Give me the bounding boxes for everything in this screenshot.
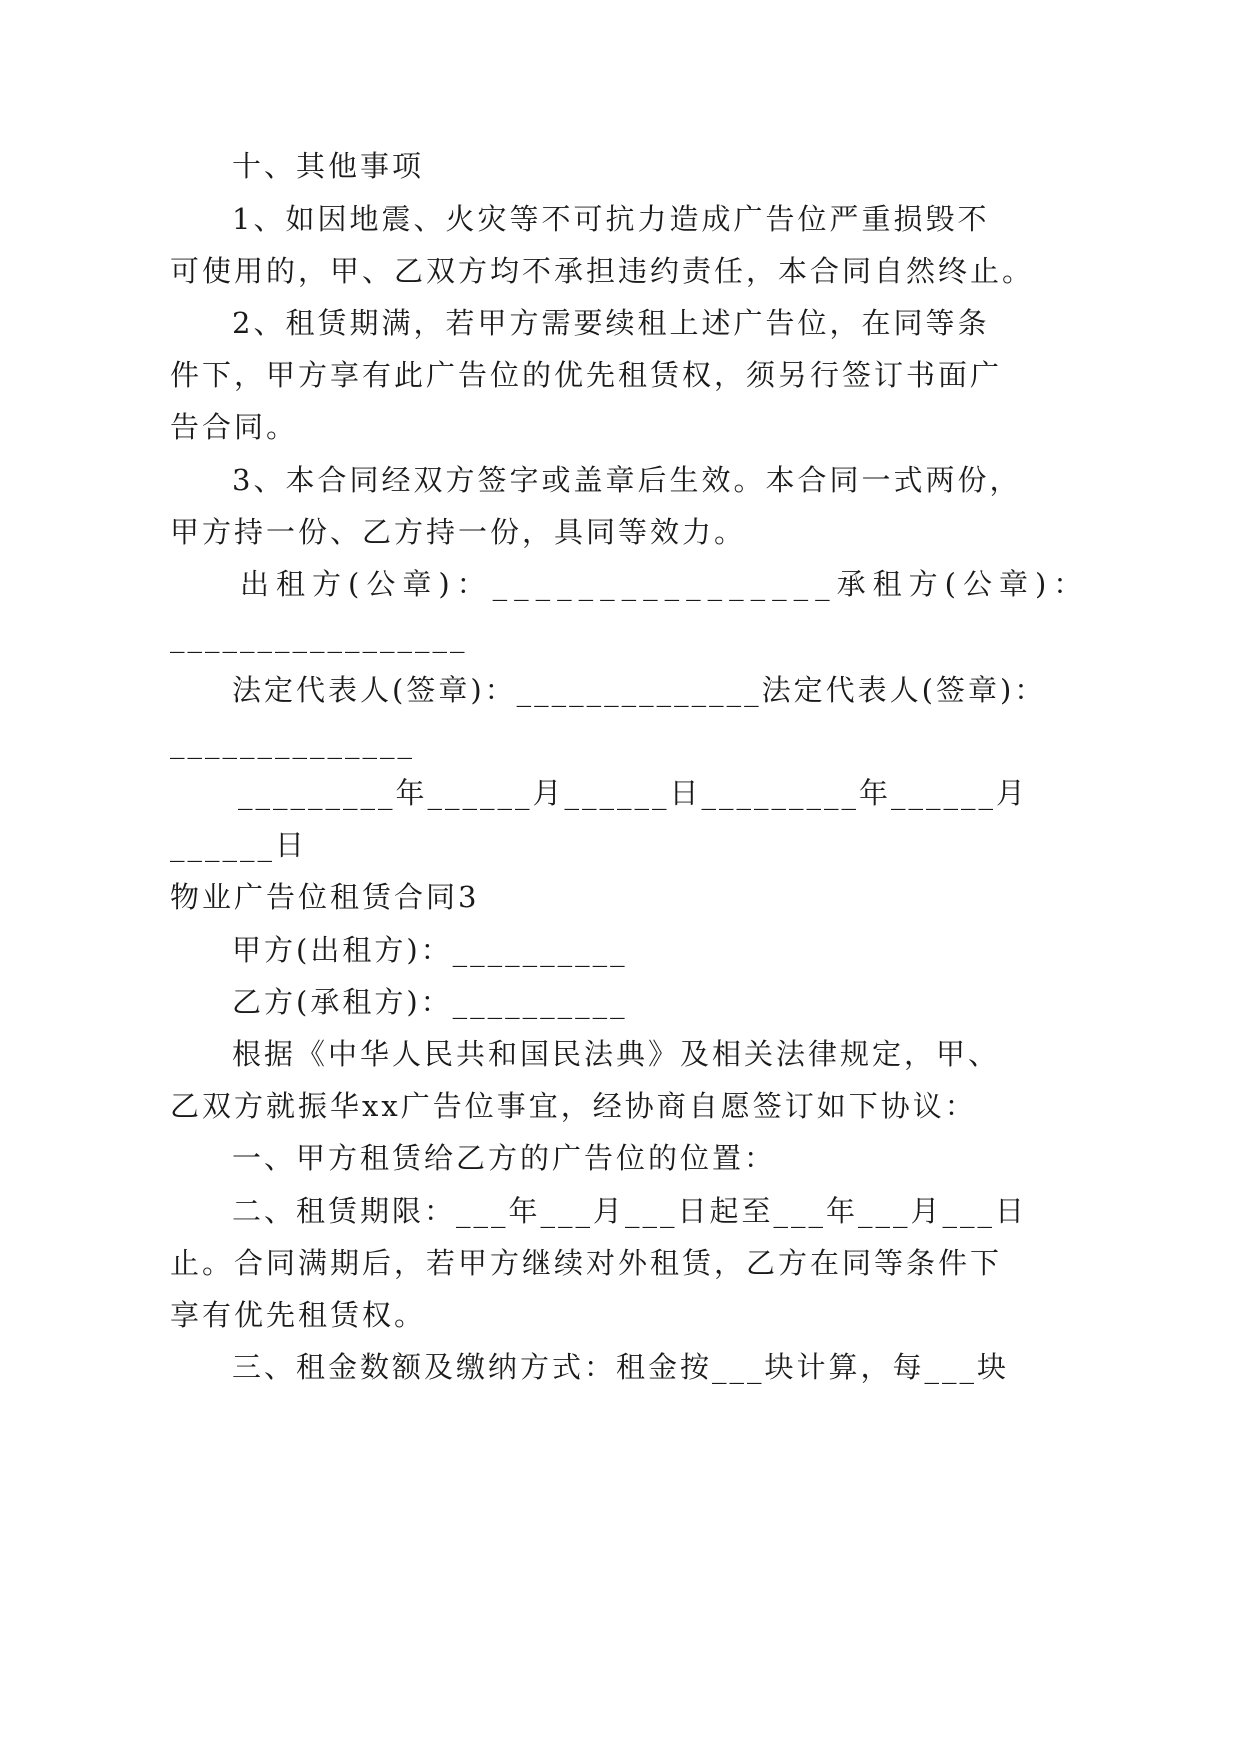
paragraph-line: 可使用的，甲、乙双方均不承担违约责任，本合同自然终止。: [170, 254, 1035, 288]
signature-blank: _________________: [170, 619, 468, 653]
signature-line-representative: 法定代表人(签章)：______________法定代表人(签章)：: [232, 673, 1047, 707]
clause-heading-rent: 三、租金数额及缴纳方式：租金按___块计算，每___块: [232, 1350, 1010, 1384]
paragraph-line: 甲方持一份、乙方持一份，具同等效力。: [170, 515, 747, 549]
contract-title: 物业广告位租赁合同3: [170, 880, 480, 914]
section-heading-other-matters: 十、其他事项: [232, 149, 425, 183]
paragraph-line: 告合同。: [170, 410, 299, 444]
party-b-line: 乙方(承租方)：__________: [232, 985, 628, 1019]
date-line: _________年______月______日_________年______月: [238, 776, 1029, 810]
paragraph-line: 3、本合同经双方签字或盖章后生效。本合同一式两份，: [232, 463, 1022, 497]
paragraph-line: 件下，甲方享有此广告位的优先租赁权，须另行签订书面广: [170, 358, 1003, 392]
clause-heading-term: 二、租赁期限：___年___月___日起至___年___月___日: [232, 1194, 1028, 1228]
party-a-line: 甲方(出租方)：__________: [232, 933, 628, 967]
paragraph-line: 根据《中华人民共和国民法典》及相关法律规定，甲、: [232, 1037, 1001, 1071]
paragraph-line: 2、租赁期满，若甲方需要续租上述广告位，在同等条: [232, 306, 990, 340]
paragraph-line: 乙双方就振华xx广告位事宜，经协商自愿签订如下协议：: [170, 1089, 977, 1123]
signature-line-seal: 出租方(公章)：________________承租方(公章)：: [240, 567, 1090, 601]
signature-blank: ______________: [170, 725, 415, 759]
paragraph-line: 止。合同满期后，若甲方继续对外租赁，乙方在同等条件下: [170, 1246, 1003, 1280]
date-line: ______日: [170, 828, 308, 862]
clause-heading-location: 一、甲方租赁给乙方的广告位的位置：: [232, 1141, 777, 1175]
paragraph-line: 1、如因地震、火灾等不可抗力造成广告位严重损毁不: [232, 202, 990, 236]
paragraph-line: 享有优先租赁权。: [170, 1298, 427, 1332]
